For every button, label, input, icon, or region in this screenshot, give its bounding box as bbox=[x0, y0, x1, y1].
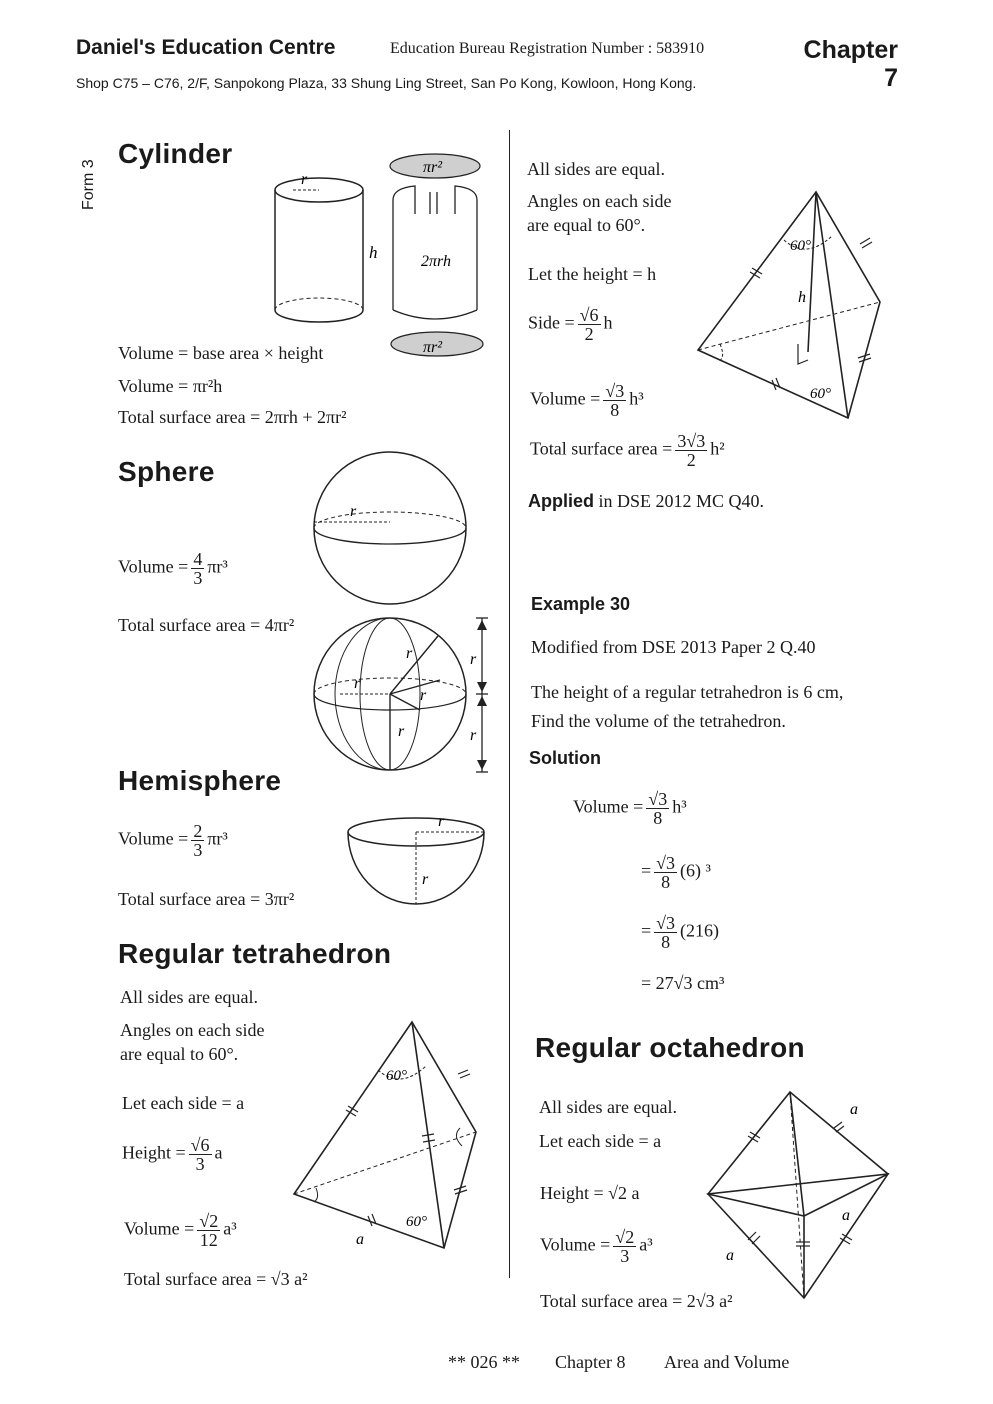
form-label: Form 3 bbox=[80, 159, 97, 210]
sphere-dim-r-top: r bbox=[470, 651, 477, 668]
example-title: Example 30 bbox=[531, 594, 631, 614]
tetra-left-line4: Let each side = a bbox=[122, 1093, 245, 1113]
sphere-tsa: Total surface area = 4πr² bbox=[118, 615, 295, 635]
tetra-left-tsa: Total surface area = √3 a² bbox=[124, 1269, 308, 1289]
tetra-left-line3: are equal to 60°. bbox=[120, 1044, 239, 1064]
octa-a-3: a bbox=[726, 1247, 734, 1264]
centre-address: Shop C75 – C76, 2/F, Sanpokong Plaza, 33 Shung Ling Street, San Po Kong, Kowloon, Hong Kong. bbox=[76, 75, 697, 91]
tetra-right-angle-bottom: 60° bbox=[810, 386, 831, 402]
solution-result: = 27√3 cm³ bbox=[641, 973, 725, 993]
tetra-left-volume: Volume = $\frac{√2}{12}$ a³ bbox=[124, 1211, 237, 1250]
tetra-right-line3: are equal to 60°. bbox=[527, 215, 646, 235]
tetra-right-side: Side = $\frac{√6}{2}$ h bbox=[528, 305, 613, 344]
sphere-dim-r-bottom: r bbox=[470, 727, 477, 744]
example-question-2: Find the volume of the tetrahedron. bbox=[531, 711, 786, 731]
octa-a-1: a bbox=[850, 1101, 858, 1118]
sphere-r-4: r bbox=[398, 723, 405, 740]
tetra-left-line2: Angles on each side bbox=[120, 1020, 265, 1040]
sphere-r-label: r bbox=[350, 503, 357, 520]
footer-chapter: Chapter 8 bbox=[555, 1352, 626, 1372]
tetra-right-angle-top: 60° bbox=[790, 238, 811, 254]
section-title-tetrahedron: Regular tetrahedron bbox=[118, 938, 392, 969]
tetra-left-line1: All sides are equal. bbox=[120, 987, 258, 1007]
octa-height: Height = √2 a bbox=[540, 1183, 640, 1203]
sphere-r-1: r bbox=[406, 645, 413, 662]
tetrahedron-figure-left bbox=[290, 1018, 485, 1253]
lateral-label: 2πrh bbox=[421, 253, 451, 270]
sphere-r-3: r bbox=[420, 687, 427, 704]
tetra-right-line2: Angles on each side bbox=[527, 191, 672, 211]
tetra-right-line1: All sides are equal. bbox=[527, 159, 665, 179]
sphere-cross-section-figure bbox=[310, 612, 510, 777]
applied-note: Applied in DSE 2012 MC Q40. bbox=[528, 491, 765, 511]
octa-tsa: Total surface area = 2√3 a² bbox=[540, 1291, 733, 1311]
top-disc-label: πr² bbox=[423, 159, 443, 176]
solution-step-1: Volume = $\frac{√3}{8}$ h³ bbox=[573, 789, 687, 828]
section-title-octahedron: Regular octahedron bbox=[535, 1032, 805, 1063]
centre-name: Daniel's Education Centre bbox=[76, 36, 336, 59]
tetra-right-volume: Volume = $\frac{√3}{8}$ h³ bbox=[530, 381, 644, 420]
tetra-right-line4: Let the height = h bbox=[528, 264, 657, 284]
cylinder-volume-1: Volume = base area × height bbox=[118, 343, 324, 363]
octa-line2: Let each side = a bbox=[539, 1131, 662, 1151]
hemisphere-tsa: Total surface area = 3πr² bbox=[118, 889, 295, 909]
solution-step-2: = $\frac{√3}{8}$ (6) ³ bbox=[641, 853, 711, 892]
octa-line1: All sides are equal. bbox=[539, 1097, 677, 1117]
registration-number: Education Bureau Registration Number : 583910 bbox=[390, 40, 705, 57]
example-question-1: The height of a regular tetrahedron is 6 cm, bbox=[531, 682, 844, 702]
hemisphere-volume: Volume = $\frac{2}{3}$ πr³ bbox=[118, 821, 228, 860]
bottom-disc-label: πr² bbox=[423, 339, 443, 356]
sphere-volume: Volume = $\frac{4}{3}$ πr³ bbox=[118, 549, 228, 588]
chapter-label: Chapter bbox=[803, 36, 898, 64]
tetra-right-tsa: Total surface area = $\frac{3√3}{2}$ h² bbox=[530, 431, 725, 470]
cylinder-r-label: r bbox=[301, 171, 308, 188]
sphere-r-2: r bbox=[354, 675, 361, 692]
cylinder-tsa: Total surface area = 2πrh + 2πr² bbox=[118, 407, 347, 427]
octa-volume: Volume = $\frac{√2}{3}$ a³ bbox=[540, 1227, 653, 1266]
cylinder-h-label: h bbox=[369, 243, 378, 262]
sphere-figure bbox=[310, 450, 480, 610]
octa-a-2: a bbox=[842, 1207, 850, 1224]
cylinder-volume-2: Volume = πr²h bbox=[118, 376, 223, 396]
tetra-left-height: Height = $\frac{√6}{3}$ a bbox=[122, 1135, 223, 1174]
tetra-left-angle-bottom: 60° bbox=[406, 1214, 427, 1230]
section-title-cylinder: Cylinder bbox=[118, 138, 233, 169]
solution-step-3: = $\frac{√3}{8}$ (216) bbox=[641, 913, 720, 952]
tetra-left-a-label: a bbox=[356, 1231, 364, 1248]
example-source: Modified from DSE 2013 Paper 2 Q.40 bbox=[531, 637, 816, 657]
tetra-right-h-label: h bbox=[798, 289, 806, 306]
chapter-number: 7 bbox=[884, 64, 898, 92]
octahedron-figure bbox=[704, 1088, 894, 1303]
tetra-left-angle-top: 60° bbox=[386, 1068, 407, 1084]
section-title-hemisphere: Hemisphere bbox=[118, 765, 282, 796]
hemisphere-r-1: r bbox=[438, 813, 445, 830]
tetrahedron-figure-right bbox=[694, 188, 889, 423]
section-title-sphere: Sphere bbox=[118, 456, 215, 487]
solution-label: Solution bbox=[529, 748, 601, 768]
page-number: ** 026 ** bbox=[448, 1352, 520, 1372]
cylinder-figure bbox=[265, 148, 495, 358]
hemisphere-r-2: r bbox=[422, 871, 429, 888]
hemisphere-figure bbox=[346, 812, 491, 912]
footer-topic: Area and Volume bbox=[664, 1352, 790, 1372]
